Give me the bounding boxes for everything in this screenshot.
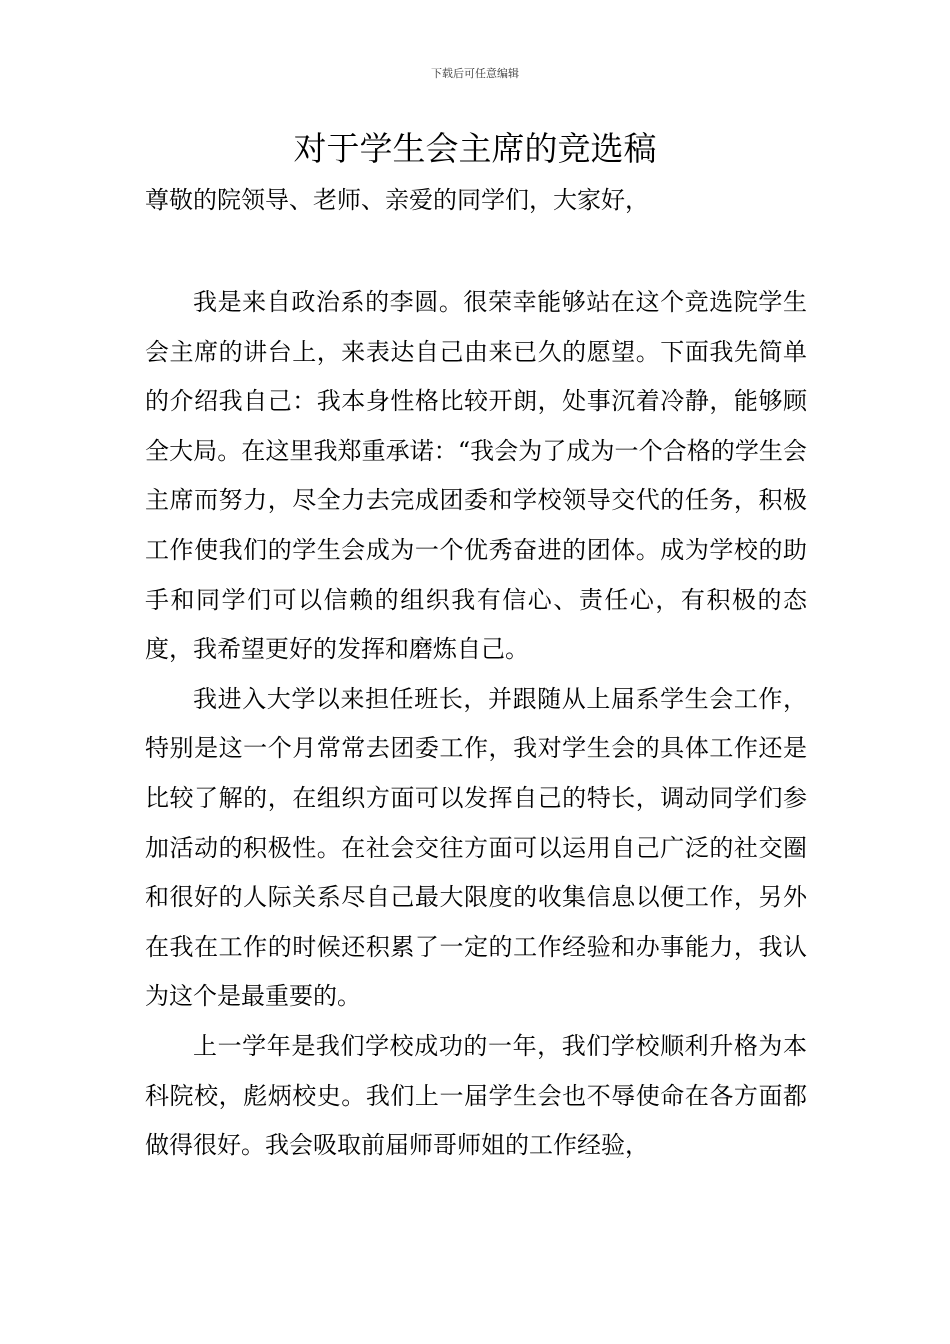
paragraph-1: 我是来自政治系的李圆。很荣幸能够站在这个竞选院学生会主席的讲台上，来表达自己由来已久的愿望。下面我先简单的介绍我自己：我本身性格比较开朗，处事沉着冷静，能够顾全大局。在这里我郑重承诺：“我会为了成为一个合格的学生会主席而努力，尽全力去完成团委和学校领导交代的任务，积极工作使我们的学生会成为一个优秀奋进的团体。成为学校的助手和同学们可以信赖的组织我有信心、责任心，有积极的态度，我希望更好的发挥和磨炼自己。 bbox=[145, 288, 807, 664]
document-title: 对于学生会主席的竞选稿 bbox=[293, 129, 657, 168]
paragraph-2: 我进入大学以来担任班长，并跟随从上届系学生会工作，特别是这一个月常常去团委工作，我对学生会的具体工作还是比较了解的，在组织方面可以发挥自己的特长，调动同学们参加活动的积极性。在社会交往方面可以运用自己广泛的社交圈和很好的人际关系尽自己最大限度的收集信息以便工作，另外在我在工作的时候还积累了一定的工作经验和办事能力，我认为这个是最重要的。 bbox=[145, 684, 807, 1011]
document-body bbox=[145, 278, 807, 1171]
paragraph-3: 上一学年是我们学校成功的一年，我们学校顺利升格为本科院校，彪炳校史。我们上一届学生会也不辱使命在各方面都做得很好。我会吸取前届师哥师姐的工作经验， bbox=[145, 1031, 807, 1160]
greeting-line: 尊敬的院领导、老师、亲爱的同学们，大家好， bbox=[145, 186, 649, 214]
header-note: 下载后可任意编辑 bbox=[431, 67, 519, 80]
